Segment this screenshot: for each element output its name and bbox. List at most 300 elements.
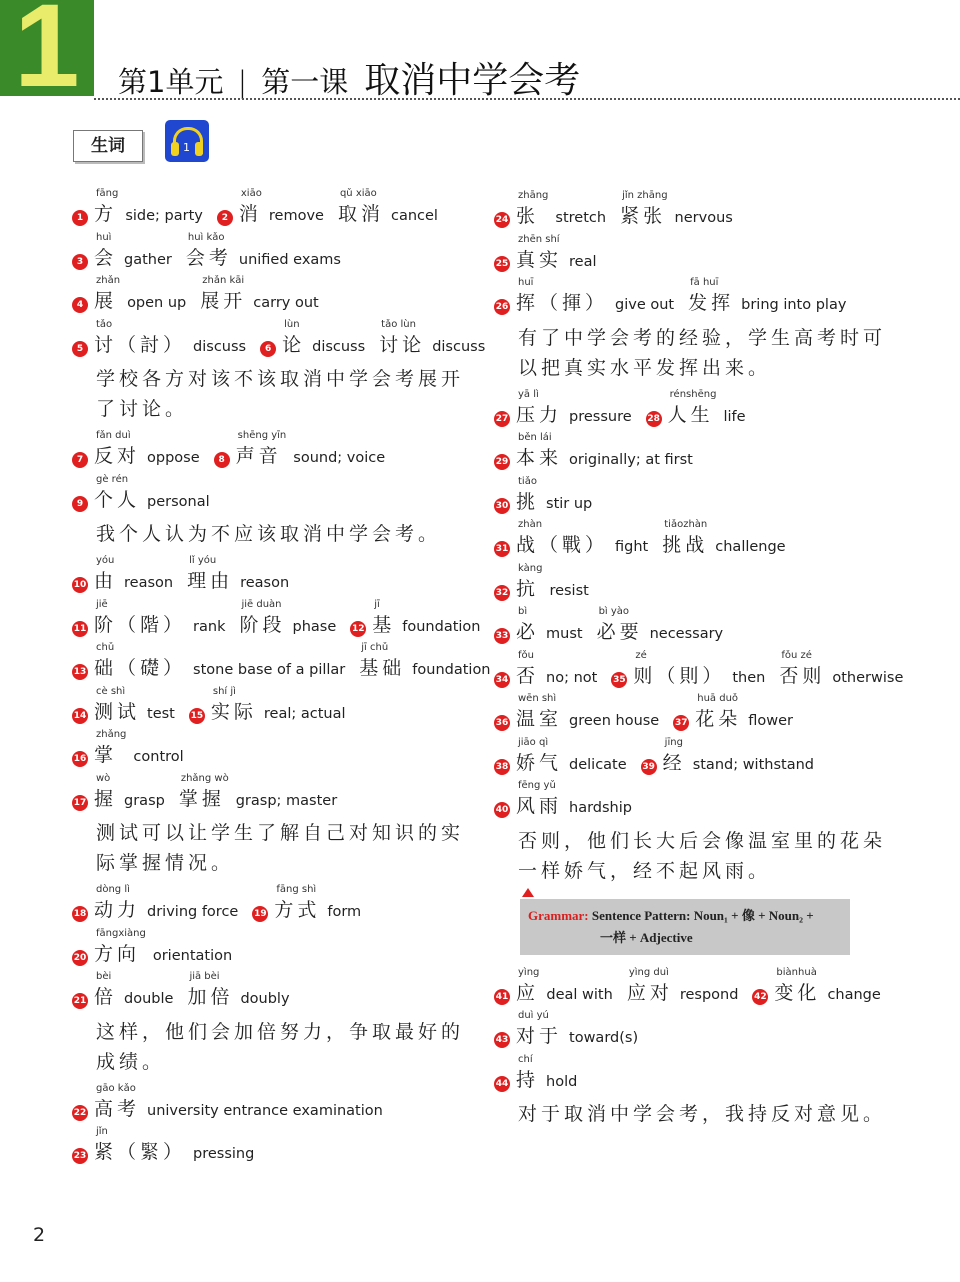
vocab-word xyxy=(94,188,118,226)
pinyin: kàng xyxy=(518,562,543,574)
vocab-row xyxy=(494,1010,924,1054)
vocab-entry xyxy=(186,232,341,270)
grammar-arrow-icon xyxy=(522,888,534,897)
vocab-row xyxy=(494,432,924,476)
english-meaning: discuss xyxy=(432,338,486,355)
pinyin: tǎo xyxy=(96,318,113,330)
unit-number: 1 xyxy=(14,0,80,112)
hanzi xyxy=(516,291,608,315)
english-meaning: nervous xyxy=(674,210,733,226)
example-sentence: 学校各方对该不该取消中学会考展开了讨论。 xyxy=(96,368,465,420)
hanzi-simplified: 声音 xyxy=(235,445,282,467)
vocab-row xyxy=(494,234,924,278)
hanzi-simplified: 方式 xyxy=(274,899,321,921)
hanzi xyxy=(516,664,539,688)
vocab-row xyxy=(72,318,486,363)
vocab-word xyxy=(668,389,717,427)
english-meaning: necessary xyxy=(649,626,724,642)
pinyin: jǐn zhāng xyxy=(622,190,668,201)
entry-number-badge: 19 xyxy=(252,906,268,922)
pinyin: qǔ xiāo xyxy=(339,188,377,199)
hanzi-simplified: 握 xyxy=(94,787,118,810)
vocab-word xyxy=(94,599,186,637)
english-meaning: double xyxy=(124,991,174,1007)
vocab-word xyxy=(774,967,820,1005)
pinyin: biànhuà xyxy=(776,966,817,978)
hanzi xyxy=(779,664,825,688)
hanzi-simplified: 花朵 xyxy=(695,708,742,730)
vocab-entry xyxy=(260,319,365,357)
pinyin: shí jì xyxy=(212,685,236,697)
hanzi-traditional: （討） xyxy=(117,333,187,356)
vocab-entry xyxy=(350,599,480,637)
vocab-row xyxy=(72,729,472,773)
pinyin: gè rén xyxy=(96,473,129,485)
entry-number-badge: 8 xyxy=(214,452,230,468)
vocab-word xyxy=(94,275,120,313)
entry-number-badge: 32 xyxy=(494,585,510,601)
english-meaning: orientation xyxy=(152,947,233,964)
title-separator: | xyxy=(237,65,248,99)
english-meaning: delicate xyxy=(569,756,627,773)
vocab-word xyxy=(779,650,825,688)
hanzi xyxy=(516,1024,562,1048)
entry-number-badge: 6 xyxy=(260,341,276,357)
hanzi-simplified: 展开 xyxy=(200,290,247,312)
english-meaning: reason xyxy=(124,575,174,591)
hanzi xyxy=(282,333,305,357)
hanzi-simplified: 战 xyxy=(516,534,540,556)
vocab-entry xyxy=(673,693,793,731)
hanzi-simplified: 实际 xyxy=(210,700,257,723)
hanzi-simplified: 反对 xyxy=(94,445,141,467)
hanzi-simplified: 挑战 xyxy=(662,534,709,556)
vocab-entry xyxy=(72,275,186,313)
entry-number-badge: 38 xyxy=(494,759,510,775)
pinyin: zhāng xyxy=(518,190,549,201)
lesson-title: 取消中学会考 xyxy=(364,60,581,101)
vocab-entry xyxy=(187,555,289,593)
english-meaning: give out xyxy=(615,297,675,313)
hanzi xyxy=(94,787,117,811)
hanzi xyxy=(516,248,562,272)
vocab-row xyxy=(494,519,924,563)
hanzi-simplified: 人生 xyxy=(667,403,714,426)
english-meaning: toward(s) xyxy=(569,1030,639,1046)
english-meaning: real; actual xyxy=(263,705,346,722)
hanzi xyxy=(774,981,820,1005)
hanzi-traditional: （緊） xyxy=(117,1141,187,1163)
vocab-entry xyxy=(252,884,361,922)
hanzi-simplified: 展 xyxy=(94,290,118,312)
entry-number-badge: 15 xyxy=(189,708,205,724)
entry-number-badge: 34 xyxy=(494,672,510,688)
pinyin: yìng xyxy=(518,966,540,978)
page-title xyxy=(118,52,580,103)
vocab-row xyxy=(494,563,924,607)
pinyin: fǎn duì xyxy=(96,430,131,441)
english-meaning: respond xyxy=(679,986,739,1003)
hanzi-simplified: 方向 xyxy=(94,942,141,965)
english-meaning: bring into play xyxy=(741,297,847,313)
pinyin: jī chǔ xyxy=(361,642,389,653)
vocabulary-column-left xyxy=(72,188,491,1170)
entry-number-badge: 25 xyxy=(494,256,510,272)
entry-number-badge: 28 xyxy=(646,411,662,427)
english-meaning: fight xyxy=(615,539,649,555)
english-meaning: unified exams xyxy=(238,251,341,268)
hanzi-simplified: 讨论 xyxy=(379,333,426,356)
entry-number-badge: 27 xyxy=(494,411,510,427)
vocab-word xyxy=(516,780,562,818)
vocab-word xyxy=(94,1126,186,1164)
vocab-entry xyxy=(494,563,589,601)
pinyin: zhǎn xyxy=(96,275,121,286)
hanzi xyxy=(200,289,246,313)
hanzi xyxy=(359,656,405,680)
vocab-entry xyxy=(494,1010,638,1048)
vocab-word xyxy=(516,967,539,1005)
vocab-word xyxy=(597,606,643,644)
english-meaning: pressing xyxy=(193,1146,255,1162)
hanzi-simplified: 讨 xyxy=(94,333,118,356)
vocab-row xyxy=(494,389,924,433)
hanzi-simplified: 基 xyxy=(372,613,396,636)
pinyin: zhǎng xyxy=(96,729,127,740)
vocab-word xyxy=(372,599,395,637)
vocab-entry xyxy=(72,971,173,1009)
entry-number-badge: 17 xyxy=(72,795,88,811)
hanzi-simplified: 掌 xyxy=(94,744,118,766)
english-meaning: no; not xyxy=(546,669,598,686)
hanzi xyxy=(516,620,539,644)
hanzi xyxy=(516,403,562,427)
hanzi xyxy=(94,333,186,357)
pinyin: yā lì xyxy=(518,388,539,400)
hanzi-simplified: 本来 xyxy=(516,447,563,469)
hanzi-simplified: 会考 xyxy=(185,246,232,269)
vocab-row xyxy=(72,474,472,518)
hanzi xyxy=(94,613,186,637)
entry-number-badge: 11 xyxy=(72,621,88,637)
english-meaning: stand; withstand xyxy=(692,756,814,773)
hanzi-traditional: （揮） xyxy=(539,292,609,314)
vocab-entry xyxy=(494,277,674,315)
pinyin: shēng yīn xyxy=(237,430,287,441)
vocab-entry xyxy=(72,686,175,724)
vocab-entry xyxy=(72,232,172,270)
english-meaning: side; party xyxy=(125,208,203,224)
pinyin: jiē duàn xyxy=(241,598,282,610)
vocab-word xyxy=(516,1010,562,1048)
pinyin: jiā bèi xyxy=(189,971,220,982)
vocab-row xyxy=(494,693,924,737)
english-meaning: otherwise xyxy=(832,669,904,686)
hanzi xyxy=(186,246,232,270)
vocab-word xyxy=(633,650,725,688)
vocab-word xyxy=(187,971,233,1009)
english-meaning: originally; at first xyxy=(569,452,693,468)
hanzi-simplified: 测试 xyxy=(94,700,141,723)
hanzi xyxy=(94,202,118,226)
vocab-entry xyxy=(200,275,318,313)
vocab-word xyxy=(662,519,708,557)
hanzi-simplified: 基础 xyxy=(359,657,406,679)
pinyin: jǐn xyxy=(96,1126,108,1137)
vocab-word xyxy=(627,967,673,1005)
vocab-entry xyxy=(72,1083,383,1121)
vocab-word xyxy=(695,693,741,731)
english-meaning: challenge xyxy=(715,539,786,555)
grammar-pattern-line1: Sentence Pattern: Noun₁ + 像 + Noun₂ + xyxy=(591,907,814,923)
hanzi-simplified: 方 xyxy=(94,203,118,225)
vocab-word xyxy=(516,693,562,731)
pinyin: fǒu zé xyxy=(781,649,812,661)
hanzi-simplified: 论 xyxy=(282,333,306,356)
vocab-entry xyxy=(189,686,346,724)
vocab-row xyxy=(494,780,924,824)
hanzi-simplified: 阶段 xyxy=(239,613,286,636)
hanzi xyxy=(516,794,562,818)
entry-number-badge: 30 xyxy=(494,498,510,514)
hanzi-simplified: 础 xyxy=(94,657,118,679)
english-meaning: stretch xyxy=(555,210,607,226)
vocab-word xyxy=(239,599,285,637)
hanzi-simplified: 发挥 xyxy=(688,292,735,314)
vocab-word xyxy=(94,686,140,724)
vocab-word xyxy=(516,277,608,315)
hanzi xyxy=(620,204,667,228)
hanzi xyxy=(94,700,140,724)
hanzi-simplified: 否 xyxy=(516,664,540,687)
vocab-row xyxy=(494,1054,924,1098)
hanzi xyxy=(187,985,233,1009)
entry-number-badge: 16 xyxy=(72,751,88,767)
vocab-entry xyxy=(494,650,597,688)
hanzi xyxy=(211,700,257,724)
vocab-word xyxy=(379,319,425,357)
entry-number-badge: 40 xyxy=(494,802,510,818)
hanzi xyxy=(516,533,608,557)
pinyin: bì xyxy=(518,606,528,617)
vocab-entry xyxy=(72,430,200,468)
english-meaning: reason xyxy=(240,575,290,591)
vocab-entry xyxy=(494,737,627,775)
unit-number-block xyxy=(0,0,94,112)
entry-number-badge: 23 xyxy=(72,1148,88,1164)
vocab-entry xyxy=(72,928,232,966)
hanzi-simplified: 理由 xyxy=(187,570,234,592)
grammar-note xyxy=(520,899,850,955)
pinyin: wò xyxy=(96,772,111,784)
english-meaning: grasp xyxy=(124,792,165,809)
entry-number-badge: 14 xyxy=(72,708,88,724)
entry-number-badge: 39 xyxy=(641,759,657,775)
english-meaning: real xyxy=(569,253,597,270)
hanzi-simplified: 真实 xyxy=(516,248,563,271)
hanzi xyxy=(94,569,117,593)
entry-number-badge: 44 xyxy=(494,1076,510,1092)
vocab-entry xyxy=(359,642,490,680)
hanzi-simplified: 持 xyxy=(516,1068,540,1091)
vocab-entry xyxy=(214,430,386,468)
vocab-entry xyxy=(752,967,880,1005)
vocab-word xyxy=(94,971,117,1009)
vocab-row xyxy=(72,686,472,730)
vocab-entry xyxy=(72,884,238,922)
vocab-word xyxy=(516,606,539,644)
vocab-row xyxy=(494,650,924,694)
entry-number-badge: 29 xyxy=(494,454,510,470)
entry-number-badge: 33 xyxy=(494,628,510,644)
entry-number-badge: 5 xyxy=(72,341,88,357)
vocab-row xyxy=(72,598,481,643)
pinyin: fāng xyxy=(96,188,119,199)
english-meaning: pressure xyxy=(569,408,632,425)
pinyin: jīng xyxy=(664,736,683,748)
vocab-word xyxy=(94,555,117,593)
pinyin: dòng lì xyxy=(96,884,130,895)
vocab-word xyxy=(516,389,562,427)
pinyin: lǐ yóu xyxy=(189,555,217,566)
english-meaning: grasp; master xyxy=(235,792,338,809)
hanzi-simplified: 则 xyxy=(633,664,657,687)
vocab-entry xyxy=(494,780,632,818)
hanzi xyxy=(239,202,262,226)
audio-track-number: 1 xyxy=(183,141,190,154)
pinyin: wēn shì xyxy=(518,693,557,704)
hanzi xyxy=(668,403,717,427)
vocab-word xyxy=(516,563,542,601)
english-meaning: open up xyxy=(127,295,187,311)
hanzi-simplified: 温室 xyxy=(516,708,563,730)
hanzi xyxy=(516,490,539,514)
vocab-word xyxy=(94,928,146,966)
english-meaning: test xyxy=(147,705,175,722)
vocab-entry xyxy=(611,650,765,688)
english-meaning: change xyxy=(827,986,881,1003)
entry-number-badge: 37 xyxy=(673,715,689,731)
entry-number-badge: 36 xyxy=(494,715,510,731)
english-meaning: gather xyxy=(124,251,172,268)
vocab-row xyxy=(72,275,472,319)
pinyin: zhǎng wò xyxy=(180,772,229,784)
vocab-word xyxy=(94,729,126,767)
entry-number-badge: 21 xyxy=(72,993,88,1009)
hanzi xyxy=(94,488,140,512)
hanzi xyxy=(236,444,287,468)
vocab-entry xyxy=(494,234,597,272)
entry-number-badge: 4 xyxy=(72,297,88,313)
hanzi-simplified: 紧 xyxy=(94,1141,118,1163)
pinyin: chí xyxy=(518,1053,533,1065)
vocab-row xyxy=(494,606,924,650)
entry-number-badge: 2 xyxy=(217,210,233,226)
vocab-entry xyxy=(627,967,739,1005)
hanzi xyxy=(187,569,233,593)
example-sentence: 这样，他们会加倍努力，争取最好的成绩。 xyxy=(96,1020,465,1073)
hanzi-simplified: 张 xyxy=(516,205,540,227)
english-meaning: discuss xyxy=(193,338,247,355)
vocab-entry xyxy=(779,650,903,688)
hanzi xyxy=(688,291,734,315)
hanzi xyxy=(516,446,562,470)
english-meaning: carry out xyxy=(253,295,319,311)
vocab-entry xyxy=(662,519,785,557)
hanzi xyxy=(94,942,146,966)
entry-number-badge: 43 xyxy=(494,1032,510,1048)
vocab-word xyxy=(516,190,548,228)
pinyin: huā duǒ xyxy=(697,693,739,704)
entry-number-badge: 1 xyxy=(72,210,88,226)
hanzi-simplified: 高考 xyxy=(94,1097,141,1120)
pinyin: zé xyxy=(635,649,647,661)
entry-number-badge: 9 xyxy=(72,496,88,512)
entry-number-badge: 13 xyxy=(72,664,88,680)
pinyin: cè shì xyxy=(96,685,126,697)
pinyin: bì yào xyxy=(598,606,630,617)
hanzi-simplified: 紧张 xyxy=(620,205,667,227)
entry-number-badge: 35 xyxy=(611,672,627,688)
pinyin: huì xyxy=(96,231,112,243)
pinyin: huì kǎo xyxy=(187,231,225,243)
hanzi xyxy=(516,577,542,601)
entry-number-badge: 7 xyxy=(72,452,88,468)
entry-number-badge: 12 xyxy=(350,621,366,637)
vocab-row xyxy=(494,190,924,234)
vocab-word xyxy=(94,773,117,811)
pinyin: fā huī xyxy=(690,277,719,288)
english-meaning: hold xyxy=(546,1073,578,1090)
vocab-entry xyxy=(187,971,289,1009)
hanzi xyxy=(94,444,140,468)
hanzi-simplified: 抗 xyxy=(516,577,540,600)
hanzi xyxy=(379,333,425,357)
vocab-word xyxy=(94,1083,140,1121)
pinyin: huī xyxy=(518,277,534,288)
headphones-audio-icon[interactable] xyxy=(165,120,209,162)
hanzi-simplified: 取消 xyxy=(337,203,384,225)
entry-number-badge: 10 xyxy=(72,577,88,593)
example-sentence: 否则，他们长大后会像温室里的花朵一样娇气，经不起风雨。 xyxy=(518,829,887,882)
english-meaning: green house xyxy=(569,713,660,729)
hanzi xyxy=(627,981,673,1005)
hanzi xyxy=(597,620,643,644)
hanzi xyxy=(516,751,562,775)
hanzi xyxy=(516,981,539,1005)
english-meaning: stone base of a pillar xyxy=(193,662,346,678)
entry-number-badge: 41 xyxy=(494,989,510,1005)
hanzi xyxy=(274,898,320,922)
english-meaning: oppose xyxy=(147,450,200,466)
vocab-entry xyxy=(688,277,846,315)
vocabulary-column-right xyxy=(494,190,924,1135)
hanzi-simplified: 加倍 xyxy=(187,986,234,1008)
example-sentence: 测试可以让学生了解自己对知识的实际掌握情况。 xyxy=(96,822,465,874)
pinyin: xiāo xyxy=(240,188,262,199)
vocab-entry xyxy=(72,773,165,811)
hanzi-simplified: 风雨 xyxy=(516,795,563,817)
vocab-entry xyxy=(239,599,336,637)
pinyin: fēng yǔ xyxy=(518,780,556,791)
entry-number-badge: 20 xyxy=(72,950,88,966)
hanzi-simplified: 变化 xyxy=(774,981,821,1004)
vocab-word xyxy=(94,430,140,468)
pinyin: tǎo lùn xyxy=(381,318,416,330)
hanzi xyxy=(338,202,384,226)
page-number: 2 xyxy=(33,1224,46,1246)
entry-number-badge: 24 xyxy=(494,212,510,228)
